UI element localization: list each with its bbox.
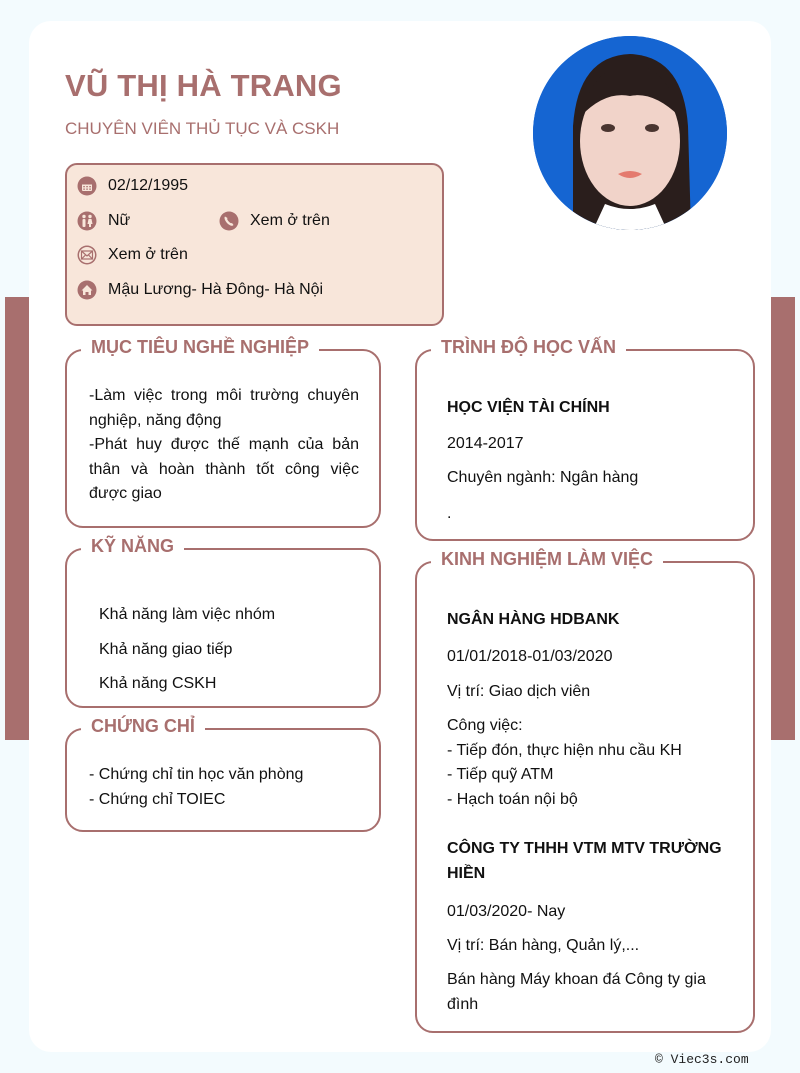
objective-line: -Làm việc trong môi trường chuyên nghiệp, năng động [89, 387, 359, 429]
job-duties-label: Công việc: [447, 717, 523, 734]
objective-text [89, 384, 359, 507]
education-major: Chuyên ngành: Ngân hàng [447, 469, 639, 486]
certificates-list [89, 763, 303, 812]
email-value: Xem ở trên [108, 246, 188, 263]
gender-row [77, 211, 130, 231]
job-position: Vị trí: Bán hàng, Quản lý,... [447, 937, 640, 954]
certificates-title: CHỨNG CHỈ [81, 716, 205, 737]
phone-icon [219, 211, 239, 231]
gender-icon [77, 211, 97, 231]
email-row [77, 245, 188, 265]
job-company: NGÂN HÀNG HDBANK [447, 611, 620, 628]
gender-value: Nữ [108, 212, 131, 229]
home-icon [77, 280, 97, 300]
education-section [415, 337, 755, 541]
profile-photo [533, 36, 727, 230]
experience-section [415, 549, 755, 1033]
skills-section [65, 536, 381, 708]
education-school: HỌC VIỆN TÀI CHÍNH [447, 399, 610, 416]
job-duty-item: - Hạch toán nội bộ [447, 790, 578, 808]
education-note: . [447, 505, 452, 522]
job-period: 01/03/2020- Nay [447, 903, 566, 920]
experience-title: KINH NGHIỆM LÀM VIỆC [431, 549, 663, 570]
skills-list [99, 598, 275, 702]
right-accent-band [771, 297, 795, 740]
skills-title: KỸ NĂNG [81, 536, 184, 557]
phone-value: Xem ở trên [250, 212, 330, 229]
envelope-icon [77, 245, 97, 265]
education-period: 2014-2017 [447, 435, 524, 452]
job-position: Vị trí: Giao dịch viên [447, 683, 591, 700]
job-duty-item: - Tiếp quỹ ATM [447, 766, 554, 783]
job-period: 01/01/2018-01/03/2020 [447, 648, 613, 665]
education-title: TRÌNH ĐỘ HỌC VẤN [431, 337, 626, 358]
birthday-value: 02/12/1995 [108, 177, 189, 194]
address-value: Mậu Lương- Hà Đông- Hà Nội [108, 281, 324, 298]
skill-item: Khả năng làm việc nhóm [99, 606, 276, 623]
certificate-item: - Chứng chỉ TOIEC [89, 790, 226, 808]
objective-section [65, 337, 381, 528]
job-description: Bán hàng Máy khoan đá Công ty gia đình [447, 971, 706, 1013]
objective-title: MỤC TIÊU NGHỀ NGHIỆP [81, 337, 319, 358]
phone-row [219, 211, 330, 231]
skill-item: Khả năng giao tiếp [99, 640, 233, 658]
certificate-item: - Chứng chỉ tin học văn phòng [89, 766, 304, 783]
calendar-icon [77, 176, 97, 196]
objective-line: -Phát huy được thế mạnh của bản thân và hoàn thành tốt công việc được giao [89, 436, 359, 502]
watermark: © Viec3s.com [655, 1052, 749, 1067]
candidate-job-title: CHUYÊN VIÊN THỦ TỤC VÀ CSKH [65, 119, 340, 138]
left-accent-band [5, 297, 29, 740]
job-duties [447, 714, 682, 812]
candidate-name: VŨ THỊ HÀ TRANG [65, 68, 342, 103]
job-duty-item: - Tiếp đón, thực hiện nhu cầu KH [447, 741, 682, 759]
birthday-row [77, 176, 188, 196]
certificates-section [65, 716, 381, 832]
skill-item: Khả năng CSKH [99, 675, 217, 692]
address-row [77, 280, 323, 300]
job-company: CÔNG TY THHH VTM MTV TRƯỜNG HIỀN [447, 840, 722, 882]
